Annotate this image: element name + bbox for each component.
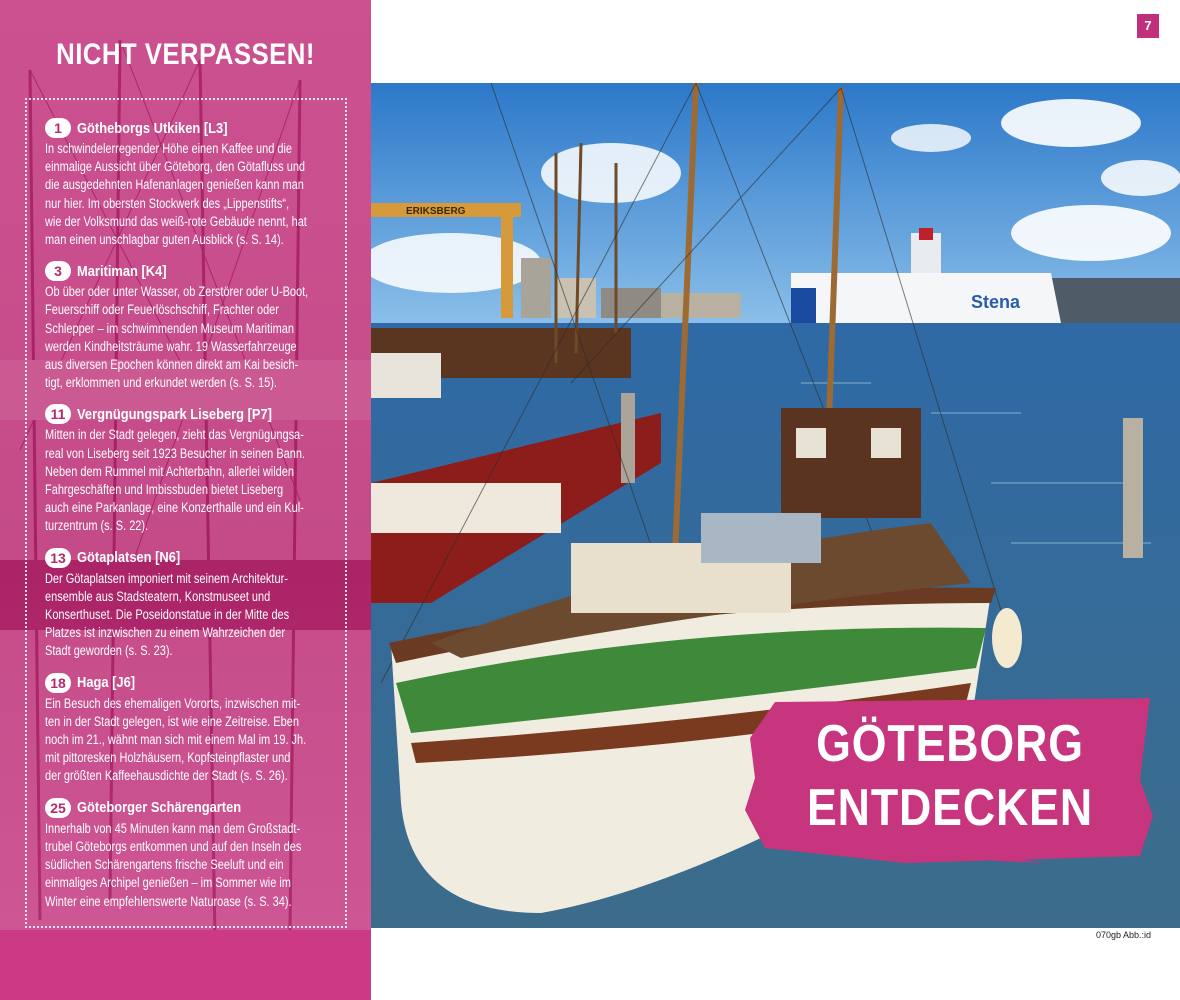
title-line-2: ENTDECKEN xyxy=(806,779,1094,837)
tip-header xyxy=(45,261,371,281)
tip-text-line: real von Liseberg seit 1923 Besucher in seinen Bann. xyxy=(45,445,306,461)
tip-text-line: Neben dem Rummel mit Achterbahn, allerlei wilden xyxy=(45,463,295,479)
title-line-1: GÖTEBORG xyxy=(816,715,1084,773)
tip-text-line: Schlepper – im schwimmenden Museum Maritiman xyxy=(45,320,294,336)
tip-text-line: In schwindelerregender Höhe einen Kaffee und die xyxy=(45,141,293,156)
tip-header xyxy=(45,798,371,818)
tip-text-line: wie der Volksmund das weiß-rote Gebäude nennt, hat xyxy=(45,213,307,229)
ferry-lettering: Stena xyxy=(971,292,1021,312)
tip-item xyxy=(45,261,371,392)
tip-number-badge: 13 xyxy=(45,548,71,568)
tip-title: Haga [J6] xyxy=(77,674,136,692)
tip-header xyxy=(45,404,371,424)
tip-description xyxy=(45,283,369,392)
tips-sidebar xyxy=(0,0,371,1000)
tip-number-badge: 1 xyxy=(45,118,71,138)
tip-description xyxy=(45,140,369,249)
tip-item xyxy=(45,404,371,535)
sidebar-footer xyxy=(0,930,371,1000)
tip-text-line: Mitten in der Stadt gelegen, zieht das Vergnügungsa- xyxy=(45,427,304,443)
tip-text-line: ten in der Stadt gelegen, ist wie eine Zeitreise. Eben xyxy=(45,713,299,729)
tip-number-badge: 3 xyxy=(45,261,71,281)
title-stamp xyxy=(745,698,1155,863)
tip-text-line: mit pittoresken Holzhäusern, Kopfsteinpflaster und xyxy=(45,750,291,766)
tip-text-line: Stadt geworden (s. S. 23). xyxy=(45,643,173,659)
tip-title: Maritiman [K4] xyxy=(77,262,167,280)
tip-number-badge: 11 xyxy=(45,404,71,424)
tip-description xyxy=(45,570,369,661)
tip-title: Vergnügungspark Liseberg [P7] xyxy=(77,405,272,423)
tip-text-line: Der Götaplatsen imponiert mit seinem Architektur- xyxy=(45,570,288,586)
tip-item xyxy=(45,798,371,911)
tip-text-line: turzentrum (s. S. 22). xyxy=(45,518,149,534)
tip-text-line: ensemble aus Stadsteatern, Konstmuseet und xyxy=(45,588,271,604)
tip-text-line: Ein Besuch des ehemaligen Vororts, inzwischen mit- xyxy=(45,695,301,711)
tip-text-line: aus diversen Epochen können direkt am Kai besich- xyxy=(45,357,299,373)
tip-text-line: nur hier. Im obersten Stockwerk des „Lippenstifts“, xyxy=(45,195,290,211)
tip-text-line: Winter eine empfehlenswerte Naturoase (s. S. 34). xyxy=(45,893,292,909)
tip-number-badge: 25 xyxy=(45,798,71,818)
tip-text-line: Konserthuset. Die Poseidonstatue in der Mitte des xyxy=(45,607,290,623)
tip-description xyxy=(45,426,369,535)
tip-text-line: südlichen Schärengartens frische Seeluft und ein xyxy=(45,857,284,873)
tip-text-line: Innerhalb von 45 Minuten kann man dem Großstadt- xyxy=(45,820,301,836)
sidebar-heading: NICHT VERPASSEN! xyxy=(56,38,315,71)
tips-list xyxy=(45,118,371,923)
tip-text-line: Fahrgeschäften und Imbissbuden bietet Liseberg xyxy=(45,482,284,498)
tip-text-line: trubel Göteborgs entkommen und auf den Inseln des xyxy=(45,838,302,854)
tip-title: Götheborgs Utkiken [L3] xyxy=(77,119,228,137)
tip-text-line: werden Kindheitsträume wahr. 19 Wasserfahrzeuge xyxy=(45,338,297,354)
tip-title: Götaplatsen [N6] xyxy=(77,549,181,567)
image-credit: 070gb Abb.:id xyxy=(1096,930,1152,940)
tip-text-line: die ausgedehnten Hafenanlagen genießen kann man xyxy=(45,177,304,193)
tip-number-badge: 18 xyxy=(45,673,71,693)
tip-text-line: Feuerschiff oder Feuerlöschschiff, Frachter oder xyxy=(45,302,279,318)
tip-text-line: einmalige Aussicht über Göteborg, den Götafluss und xyxy=(45,159,306,175)
tip-text-line: Ob über oder unter Wasser, ob Zerstörer oder U-Boot, xyxy=(45,284,309,300)
tip-text-line: auch eine Parkanlage, eine Konzerthalle und ein Kul- xyxy=(45,500,304,516)
tip-text-line: tigt, erklommen und erkundet werden (s. S. 15). xyxy=(45,375,277,391)
tip-description xyxy=(45,695,369,786)
tip-title: Göteborger Schärengarten xyxy=(77,799,242,817)
tip-text-line: noch im 21., wähnt man sich mit einem Mal im 19. Jh. xyxy=(45,732,307,748)
tip-text-line: man einen unschlagbar guten Ausblick (s. S. 14). xyxy=(45,232,284,248)
tip-text-line: Platzes ist inzwischen zu einem Wahrzeichen der xyxy=(45,625,286,641)
tip-description xyxy=(45,820,369,911)
tip-header xyxy=(45,673,371,693)
tip-header xyxy=(45,548,371,568)
tip-item xyxy=(45,673,371,786)
tip-item xyxy=(45,548,371,661)
tip-item xyxy=(45,118,371,249)
page-number: 7 xyxy=(1137,14,1159,38)
tip-text-line: einmaliges Archipel genießen – im Sommer wie im xyxy=(45,875,291,891)
tip-header xyxy=(45,118,371,138)
tip-text-line: der größten Kaffeehausdichte der Stadt (s. S. 26). xyxy=(45,768,288,784)
crane-sign: ERIKSBERG xyxy=(406,206,466,217)
